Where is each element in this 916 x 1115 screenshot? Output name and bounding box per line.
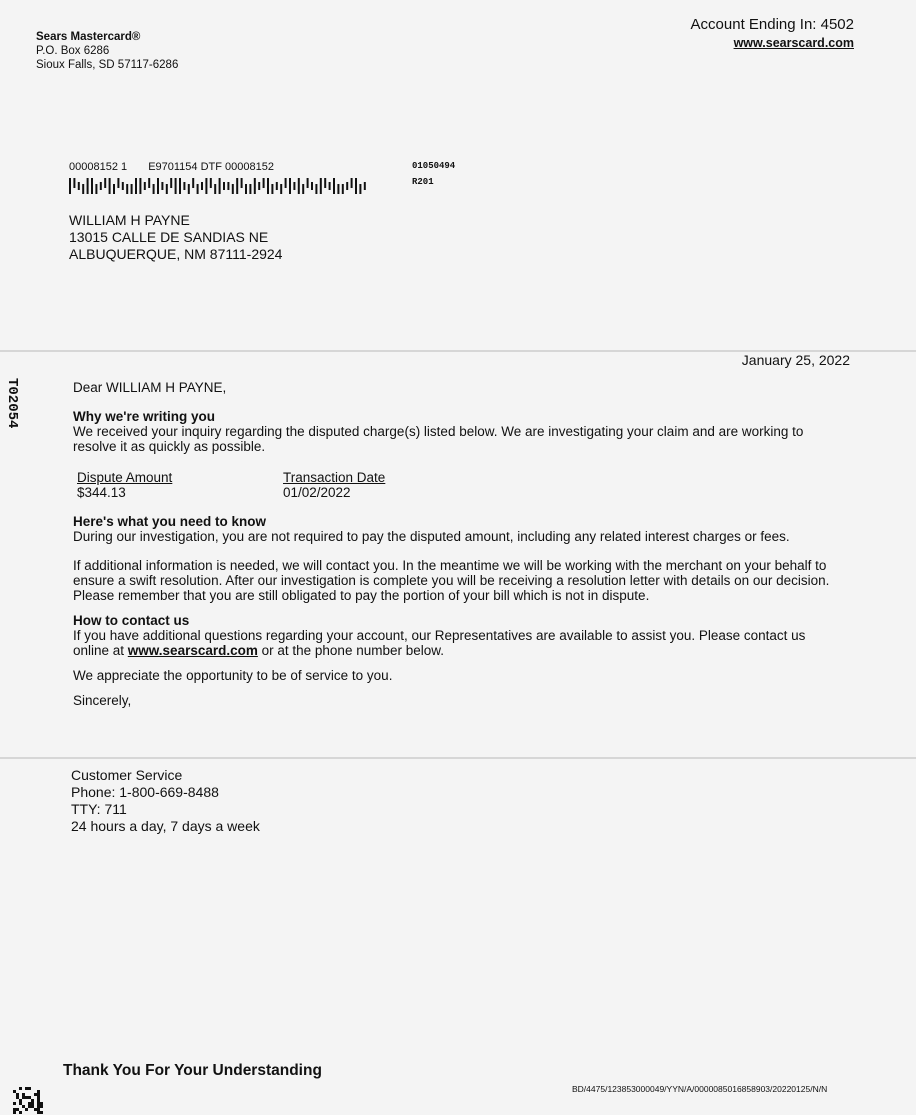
sender-address-block [36, 30, 178, 72]
section-text-why: We received your inquiry regarding the disputed charge(s) listed below. We are investigating your claim and are working to resolve it as quickly as possible. [73, 424, 804, 454]
mail-code-1: 00008152 1 [69, 161, 128, 173]
margin-code: T02054 [4, 378, 20, 429]
recipient-city-state-zip: ALBUQUERQUE, NM 87111-2924 [69, 246, 283, 262]
closing-text: Sincerely, [73, 693, 132, 708]
sender-address-line1: P.O. Box 6286 [36, 45, 110, 57]
appreciation-text: We appreciate the opportunity to be of service to you. [73, 668, 393, 683]
section-text-contact [73, 628, 843, 658]
dispute-details [77, 470, 843, 500]
section-heading-contact: How to contact us [73, 613, 190, 628]
dispute-amount-value: $344.13 [77, 485, 126, 500]
mail-code-4: R201 [412, 177, 434, 187]
section-heading-know: Here's what you need to know [73, 514, 266, 529]
letter-date: January 25, 2022 [741, 352, 850, 368]
sender-name: Sears Mastercard® [36, 31, 141, 43]
section-text-know-1: During our investigation, you are not required to pay the disputed amount, including any related interest charges or fees. [73, 529, 790, 544]
postal-barcode-icon [69, 178, 374, 194]
transaction-date-label: Transaction Date [283, 470, 386, 485]
contact-text-a: If you have additional questions regarding your account, our Representatives are available to assist you. Please contact us online at [73, 628, 806, 658]
mail-code-line [69, 161, 292, 173]
customer-service-hours: 24 hours a day, 7 days a week [71, 818, 260, 834]
section-heading-why: Why we're writing you [73, 409, 215, 424]
greeting: Dear WILLIAM H PAYNE, [73, 380, 227, 395]
account-website-link[interactable]: www.searscard.com [733, 36, 854, 50]
recipient-street: 13015 CALLE DE SANDIAS NE [69, 229, 269, 245]
customer-service-block [71, 767, 260, 835]
page-fold-lower [0, 757, 916, 759]
dispute-amount-column [77, 470, 283, 500]
reference-code: BD/4475/123853000049/YYN/A/0000085016858903/20220125/N/N [572, 1084, 828, 1094]
mail-code-2: E9701154 DTF 00008152 [148, 161, 274, 173]
dispute-amount-label: Dispute Amount [77, 470, 173, 485]
sender-address-line2: Sioux Falls, SD 57117-6286 [36, 59, 179, 71]
transaction-date-column [283, 470, 489, 500]
mail-code-block-right [412, 158, 455, 190]
account-info-block [691, 16, 854, 52]
recipient-name: WILLIAM H PAYNE [69, 212, 190, 228]
customer-service-dept: Customer Service [71, 767, 183, 783]
contact-website-link[interactable]: www.searscard.com [127, 643, 258, 658]
qr-code-icon [13, 1087, 43, 1115]
contact-text-b: or at the phone number below. [257, 643, 445, 658]
recipient-address-block [69, 212, 282, 263]
mail-code-3: 01050494 [412, 161, 456, 171]
customer-service-phone: Phone: 1-800-669-8488 [71, 784, 219, 800]
account-ending: Account Ending In: 4502 [690, 16, 854, 33]
letter-body [73, 380, 843, 708]
customer-service-tty: TTY: 711 [71, 801, 127, 817]
thank-you-message: Thank You For Your Understanding [63, 1062, 322, 1079]
transaction-date-value: 01/02/2022 [283, 485, 351, 500]
section-text-know-2: If additional information is needed, we will contact you. In the meantime we will be working with the merchant on your behalf to ensure a swift resolution. After our investigation is complete you will be receiving a resolution letter with details on our decision. Please remember that you are still obligated to pay the portion of your bill which is not in dispute. [73, 558, 830, 603]
